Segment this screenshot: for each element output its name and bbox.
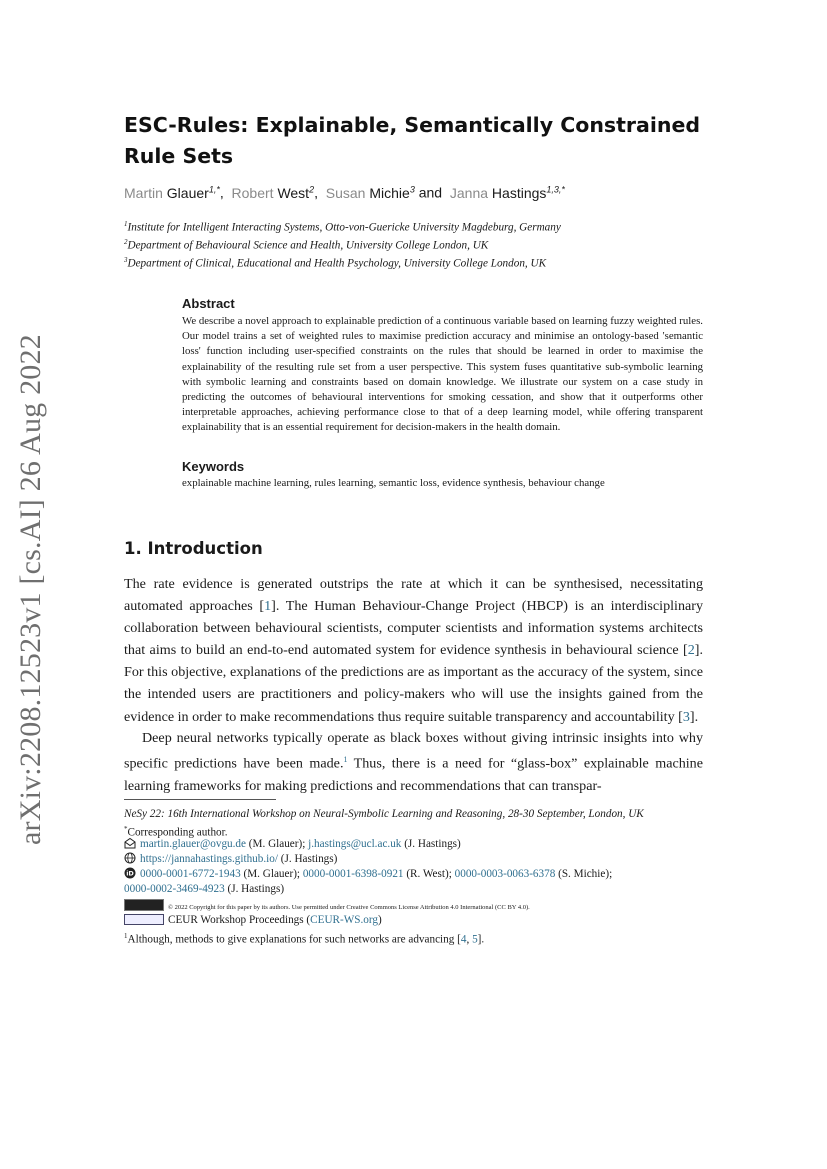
- keywords-text: explainable machine learning, rules learning, semantic loss, evidence synthesis, behaviour change: [182, 477, 605, 489]
- homepage-link[interactable]: https://jannahastings.github.io/: [140, 853, 278, 865]
- affiliation: $^3$Department of Clinical, Educational and Health Psychology, University College London, UK: [124, 256, 547, 270]
- venue-note: NeSy 22: 16th International Workshop on Neural-Symbolic Learning and Reasoning, 28-30 September, London, UK: [124, 808, 644, 820]
- orcid-link[interactable]: 0000-0001-6398-0921: [302, 868, 404, 880]
- orcid-line: 0000-0002-3469-4923 (J. Hastings): [124, 883, 285, 895]
- ceur-line: CEUR Workshop Proceedings (CEUR-WS.org): [124, 913, 382, 928]
- author[interactable]: Robert West$^2$: [231, 184, 315, 201]
- svg-text:iD: iD: [126, 869, 134, 878]
- affiliation: $^2$Department of Behavioural Science and Health, University College London, UK: [124, 238, 489, 252]
- corresponding-note: *Corresponding author.: [124, 825, 228, 839]
- author-list: Martin Glauer$^{1,*}$, Robert West$^2$, Susan Michie$^3$ and Janna Hastings$^{1,3,*}$: [124, 184, 565, 201]
- orcid-link[interactable]: 0000-0003-0063-6378: [454, 868, 556, 880]
- globe-icon: [124, 852, 136, 864]
- cc-by-badge: [124, 899, 164, 911]
- section-heading: 1. Introduction: [124, 539, 263, 558]
- body-paragraph: The rate evidence is generated outstrips the rate at which it can be synthesised, necessitating automated approaches [1]. The Human Behaviour-Change Project (HBCP) is an interdisciplinary collaboration between behavioural scientists, computer scientists and information systems architects that aims to build an end-to-end automated system for evidence synthesis in behavioural science [2]. For this objective, explanations of the predictions are as important as the accuracy of the system, since the intended users are practitioners and policy-makers who will use the insights gained from the evidence in order to make recommendations thus require suitable transparency and accountability [3].: [124, 576, 703, 725]
- affiliation: $^1$Institute for Intelligent Interacting Systems, Otto-von-Guericke University Magdeburg, Germany: [124, 220, 561, 234]
- citation-link[interactable]: 4: [460, 933, 467, 946]
- author-conjunction: and: [418, 184, 443, 201]
- author[interactable]: Martin Glauer$^{1,*}$: [124, 184, 220, 201]
- ceur-link[interactable]: CEUR-WS.org: [310, 914, 379, 926]
- orcid-link[interactable]: 0000-0001-6772-1943: [140, 868, 241, 880]
- footnote-link[interactable]: 1: [343, 755, 348, 765]
- arxiv-identifier: arXiv:2208.12523v1 [cs.AI] 26 Aug 2022: [14, 334, 47, 845]
- orcid-link[interactable]: 0000-0002-3469-4923: [124, 883, 225, 895]
- keywords-heading: Keywords: [182, 459, 245, 474]
- orcid-icon: [124, 867, 136, 879]
- copyright-line: © 2022 Copyright for this paper by its authors. Use permitted under Creative Commons License Attribution 4.0 International (CC BY 4.0).: [124, 899, 530, 915]
- paper-title: ESC-Rules: Explainable, Semantically Constrained Rule Sets: [124, 113, 701, 168]
- abstract-heading: Abstract: [182, 296, 235, 311]
- abstract-text: We describe a novel approach to explainable prediction of a continuous variable based on learning fuzzy weighted rules. Our model trains a set of weighted rules to maximise prediction accuracy and minimise an ontology-based 'semantic loss' function including user-specified constraints on the rules that should be learned in order to maximise the explainability of the resulting rule set from a user perspective. This system fuses quantitative sub-symbolic learning with symbolic learning and constraints based on domain knowledge. We illustrate our system on a case study in predicting the outcomes of behavioural interventions for smoking cessation, and show that it outperforms other interpretable approaches, achieving performance close to that of a deep learning model, while offering transparent explainability that is an essential requirement for decision-makers in the health domain.: [182, 315, 703, 434]
- citation-link[interactable]: 3: [682, 708, 690, 725]
- email-link[interactable]: j.hastings@ucl.ac.uk: [308, 838, 402, 850]
- email-link[interactable]: martin.glauer@ovgu.de: [140, 838, 246, 850]
- author[interactable]: Susan Michie$^3$: [325, 184, 415, 201]
- envelope-icon: [124, 837, 136, 849]
- citation-link[interactable]: 2: [687, 642, 695, 659]
- footnote-divider: [124, 799, 276, 800]
- email-line: martin.glauer@ovgu.de (M. Glauer); j.hastings@ucl.ac.uk (J. Hastings): [124, 837, 461, 852]
- ceur-logo: [124, 914, 164, 925]
- orcid-line: iD 0000-0001-6772-1943 (M. Glauer); 0000-0001-6398-0921 (R. West); 0000-0003-0063-6378 (S. Michie);: [124, 867, 612, 882]
- author[interactable]: Janna Hastings$^{1,3,*}$: [449, 184, 565, 201]
- footnote-1: $^1$Although, methods to give explanations for such networks are advancing [4, 5].: [124, 932, 485, 946]
- citation-link[interactable]: 5: [472, 933, 478, 946]
- body-paragraph: Deep neural networks typically operate as black boxes without giving intrinsic insights into why specific predictions have been made.$^1$ Thus, there is a need for “glass-box” explainable machine learning frameworks for making predictions and recommendations that can transpar-: [124, 730, 703, 794]
- citation-link[interactable]: 1: [264, 598, 272, 615]
- homepage-line: https://jannahastings.github.io/ (J. Hastings): [124, 852, 337, 867]
